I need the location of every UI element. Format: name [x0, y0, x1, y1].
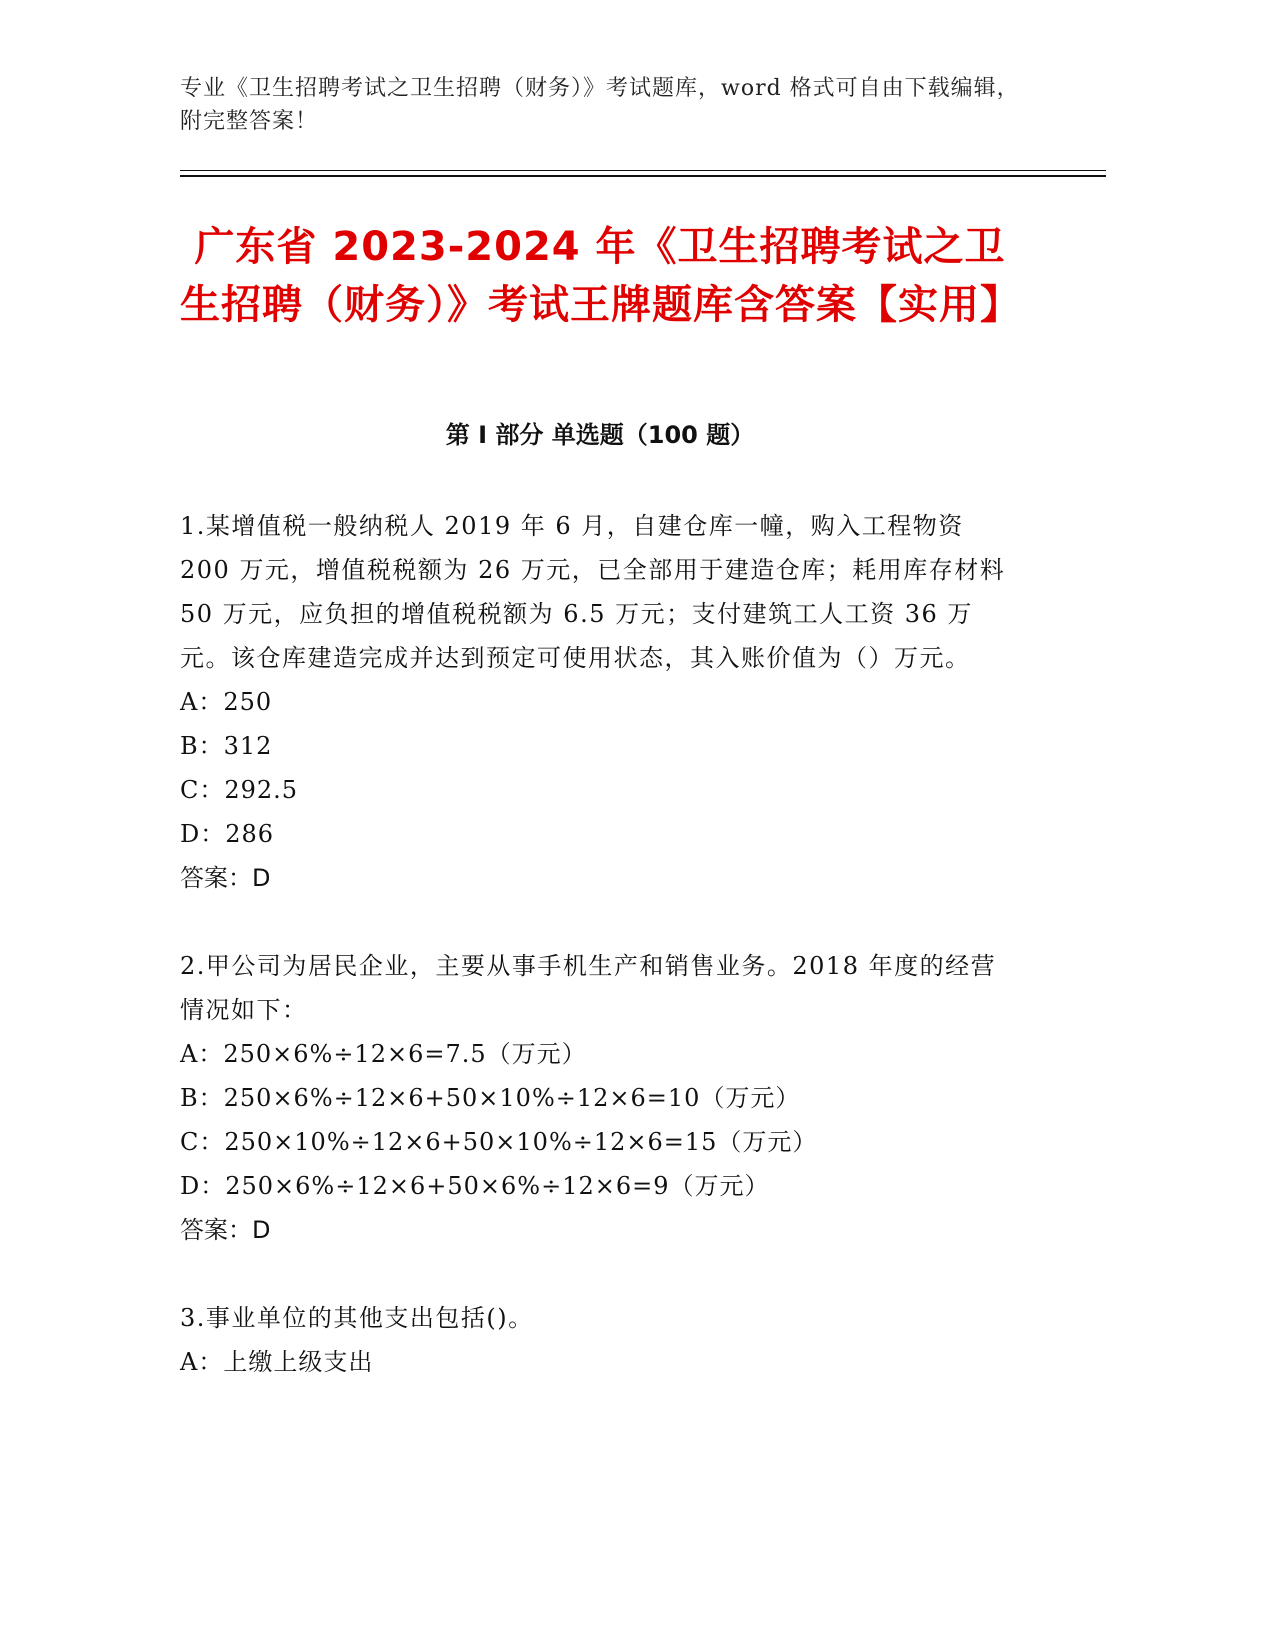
option-a: A：250: [180, 688, 273, 716]
option-b: B：312: [180, 732, 273, 760]
question-list: [180, 504, 1020, 1428]
option-a: A：上缴上级支出: [180, 1348, 374, 1376]
option-c: C：250×10%÷12×6+50×10%÷12×6=15（万元）: [180, 1128, 818, 1156]
question-2: [180, 944, 1020, 1252]
question-3: [180, 1296, 1020, 1384]
option-c: C：292.5: [180, 776, 299, 804]
option-b: B：250×6%÷12×6+50×10%÷12×6=10（万元）: [180, 1084, 801, 1112]
answer-line: 答案：D: [180, 1216, 271, 1244]
option-d: D：250×6%÷12×6+50×6%÷12×6=9（万元）: [180, 1172, 770, 1200]
question-text: 1.某增值税一般纳税人 2019 年 6 月，自建仓库一幢，购入工程物资 200 万元，增值税税额为 26 万元，已全部用于建造仓库；耗用库存材料 50 万元，应负担的增值税税额为 6.5 万元；支付建筑工人工资 36 万元。该仓库建造完成并达到预定可使用状态，其入账价值为（）万元。: [180, 512, 1006, 672]
header-divider-thick: [180, 175, 1106, 177]
answer-line: 答案：D: [180, 864, 271, 892]
question-1: [180, 504, 1020, 900]
document-title: 广东省 2023-2024 年《卫生招聘考试之卫生招聘（财务）》考试王牌题库含答案【实用】: [180, 224, 1021, 328]
option-a: A：250×6%÷12×6=7.5（万元）: [180, 1040, 587, 1068]
question-text: 2.甲公司为居民企业，主要从事手机生产和销售业务。2018 年度的经营情况如下：: [180, 952, 997, 1024]
question-text: 3.事业单位的其他支出包括()。: [180, 1304, 534, 1332]
section-heading: 第 I 部分 单选题（100 题）: [445, 421, 755, 449]
option-d: D：286: [180, 820, 275, 848]
header-note: 专业《卫生招聘考试之卫生招聘（财务）》考试题库，word 格式可自由下载编辑，附完整答案！: [180, 76, 1020, 134]
header-divider-thin: [180, 170, 1106, 171]
